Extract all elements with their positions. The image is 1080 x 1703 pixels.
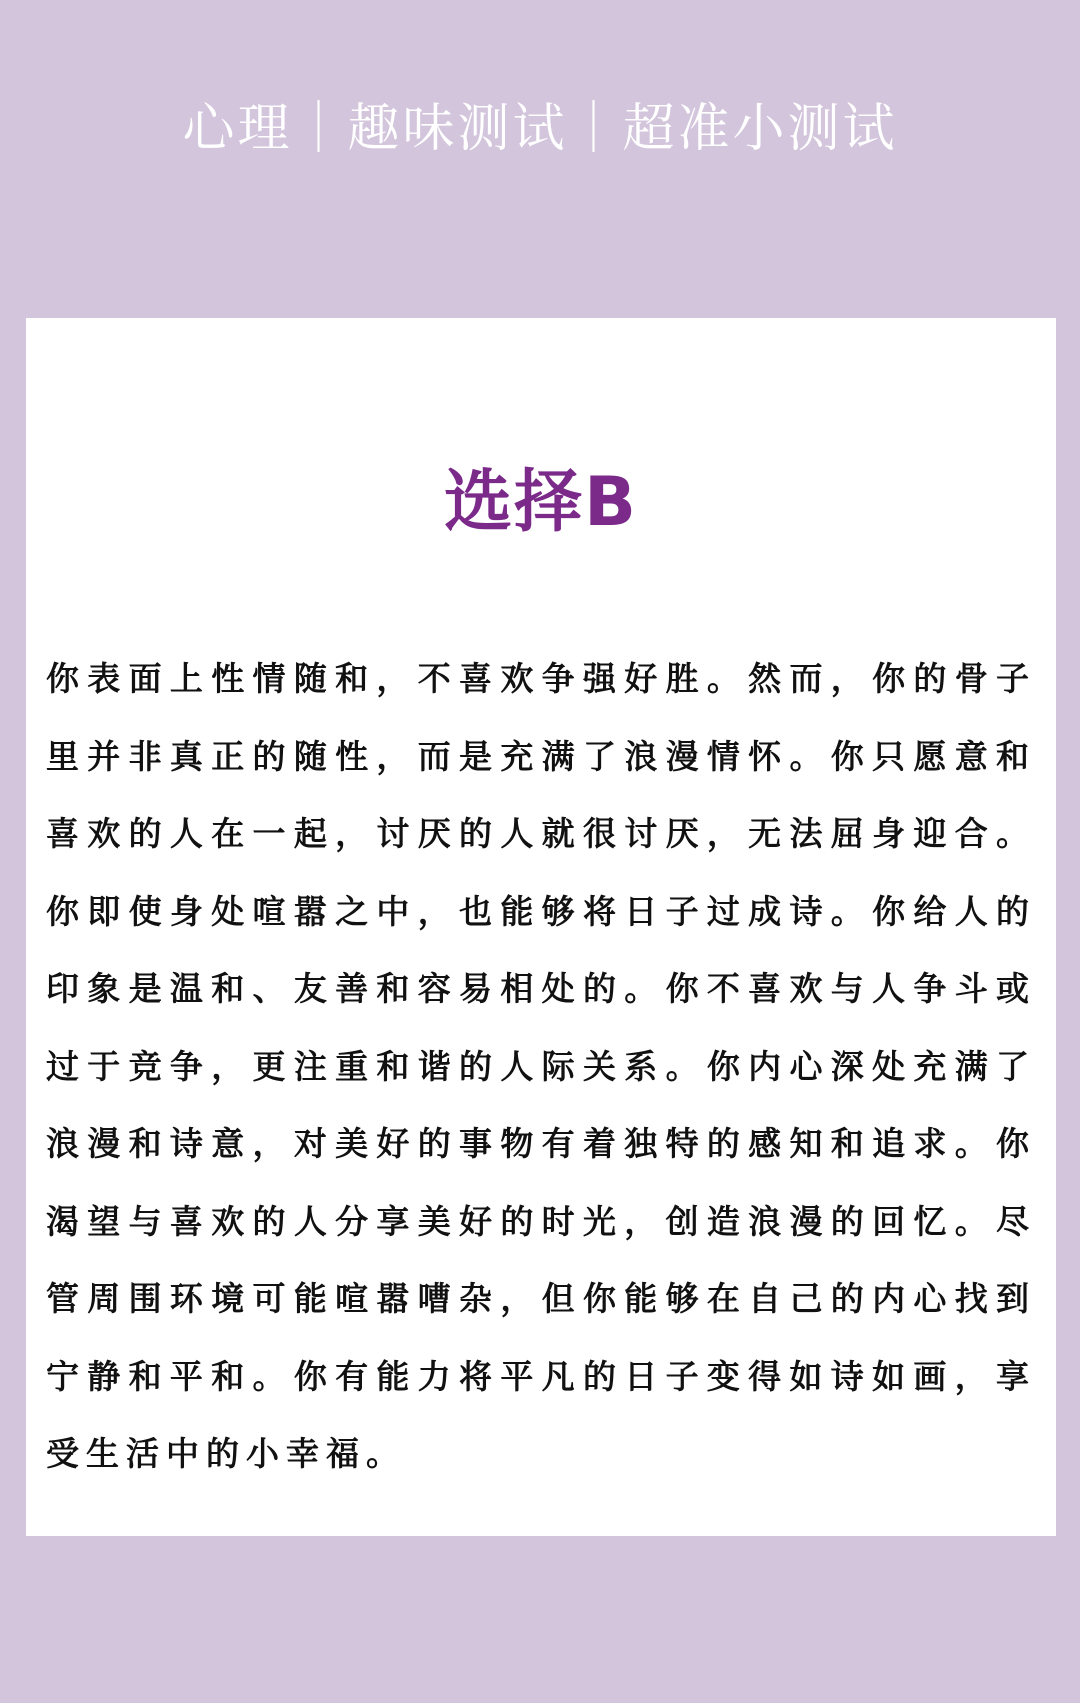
result-title: 选择B	[444, 463, 638, 542]
page-header-title: 心理｜趣味测试｜超准小测试	[182, 99, 898, 159]
result-card	[26, 318, 1056, 1536]
result-description: 你表面上性情随和，不喜欢争强好胜。然而，你的骨子里并非真正的随性，而是充满了浪漫情怀。你只愿意和喜欢的人在一起，讨厌的人就很讨厌，无法屈身迎合。你即使身处喧嚣之中，也能够将日子过成诗。你给人的印象是温和、友善和容易相处的。你不喜欢与人争斗或过于竞争，更注重和谐的人际关系。你内心深处充满了浪漫和诗意，对美好的事物有着独特的感知和追求。你渴望与喜欢的人分享美好的时光，创造浪漫的回忆。尽管周围环境可能喧嚣嘈杂，但你能够在自己的内心找到宁静和平和。你有能力将平凡的日子变得如诗如画，享受生活中的小幸福。	[46, 659, 1036, 1473]
